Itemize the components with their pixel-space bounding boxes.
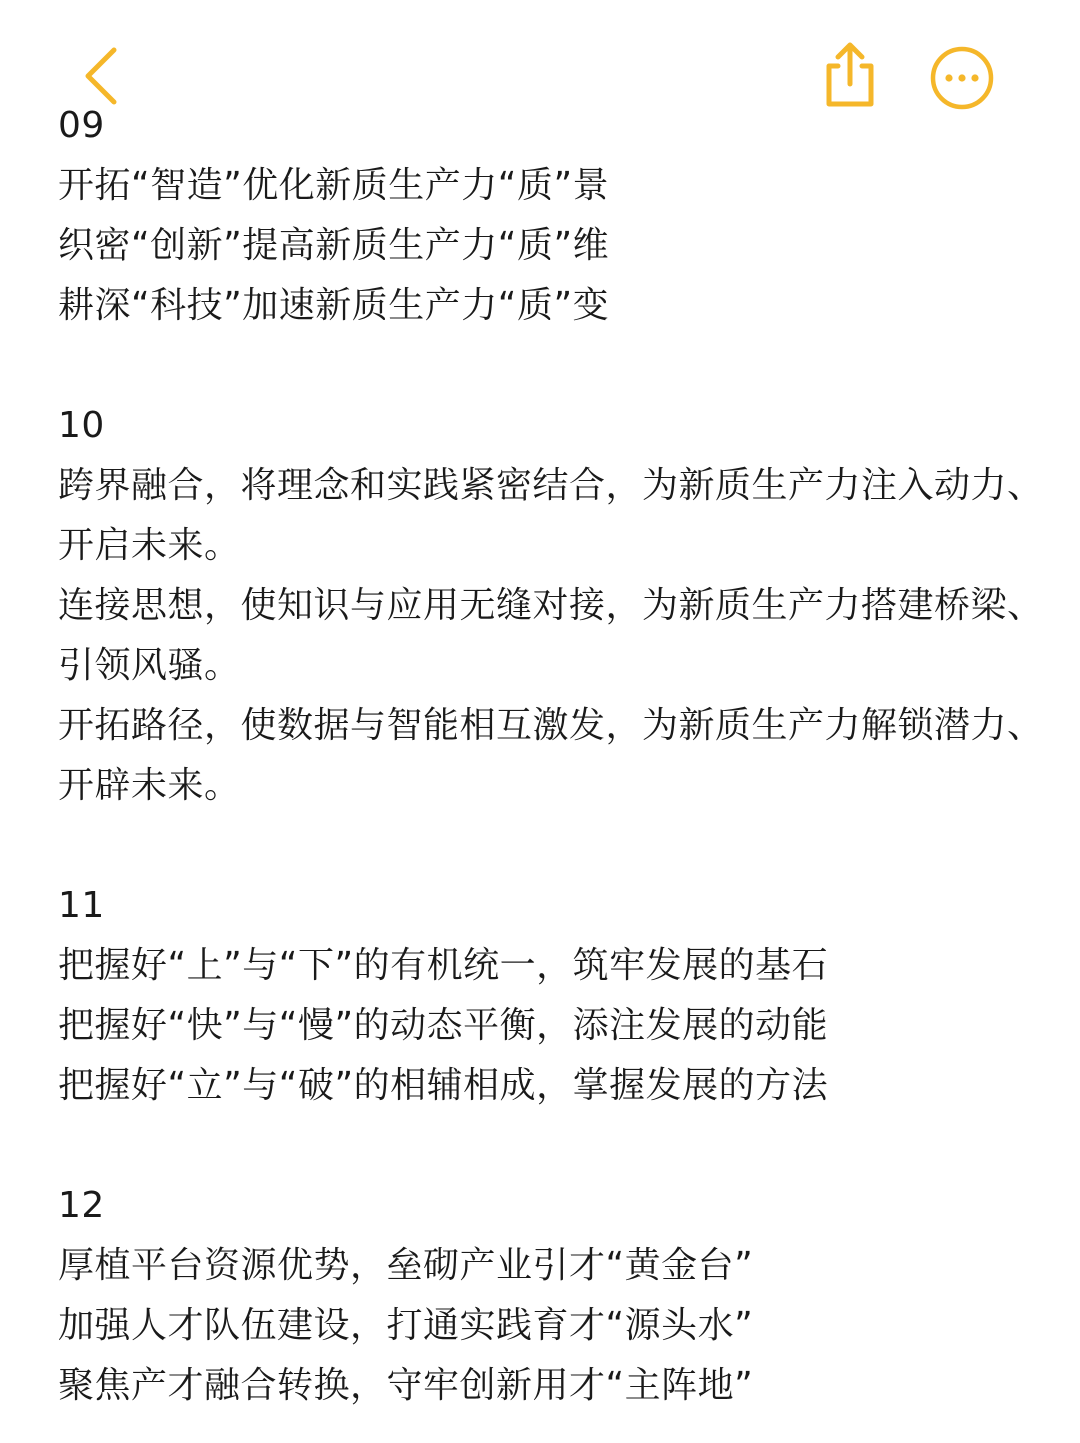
- note-section-12: [58, 1176, 1048, 1416]
- section-number: 09: [58, 105, 105, 146]
- note-line: 连接思想，使知识与应用无缝对接，为新质生产力搭建桥梁、引领风骚。: [58, 585, 1044, 686]
- note-section-10: [58, 396, 1048, 816]
- note-line: 开拓“智造”优化新质生产力“质”景: [58, 165, 610, 206]
- note-line: 厚植平台资源优势，垒砌产业引才“黄金台”: [58, 1245, 754, 1286]
- note-line: 加强人才队伍建设，打通实践育才“源头水”: [58, 1305, 754, 1346]
- section-number: 10: [58, 405, 105, 446]
- note-line: 织密“创新”提高新质生产力“质”维: [58, 225, 610, 266]
- note-line: 把握好“快”与“慢”的动态平衡，添注发展的动能: [58, 1005, 829, 1046]
- note-line: 把握好“立”与“破”的相辅相成，掌握发展的方法: [58, 1065, 829, 1106]
- note-body[interactable]: [58, 96, 1048, 1416]
- note-line: 耕深“科技”加速新质生产力“质”变: [58, 285, 610, 326]
- note-section-09: [58, 96, 1048, 336]
- section-number: 11: [58, 885, 105, 926]
- note-line: 把握好“上”与“下”的有机统一，筑牢发展的基石: [58, 945, 829, 986]
- note-toolbar: [0, 0, 1080, 110]
- note-line: 聚焦产才融合转换，守牢创新用才“主阵地”: [58, 1365, 754, 1406]
- note-line: 跨界融合，将理念和实践紧密结合，为新质生产力注入动力、开启未来。: [58, 465, 1044, 566]
- section-number: 12: [58, 1185, 105, 1226]
- note-line: 开拓路径，使数据与智能相互激发，为新质生产力解锁潜力、开辟未来。: [58, 705, 1044, 806]
- note-section-11: [58, 876, 1048, 1116]
